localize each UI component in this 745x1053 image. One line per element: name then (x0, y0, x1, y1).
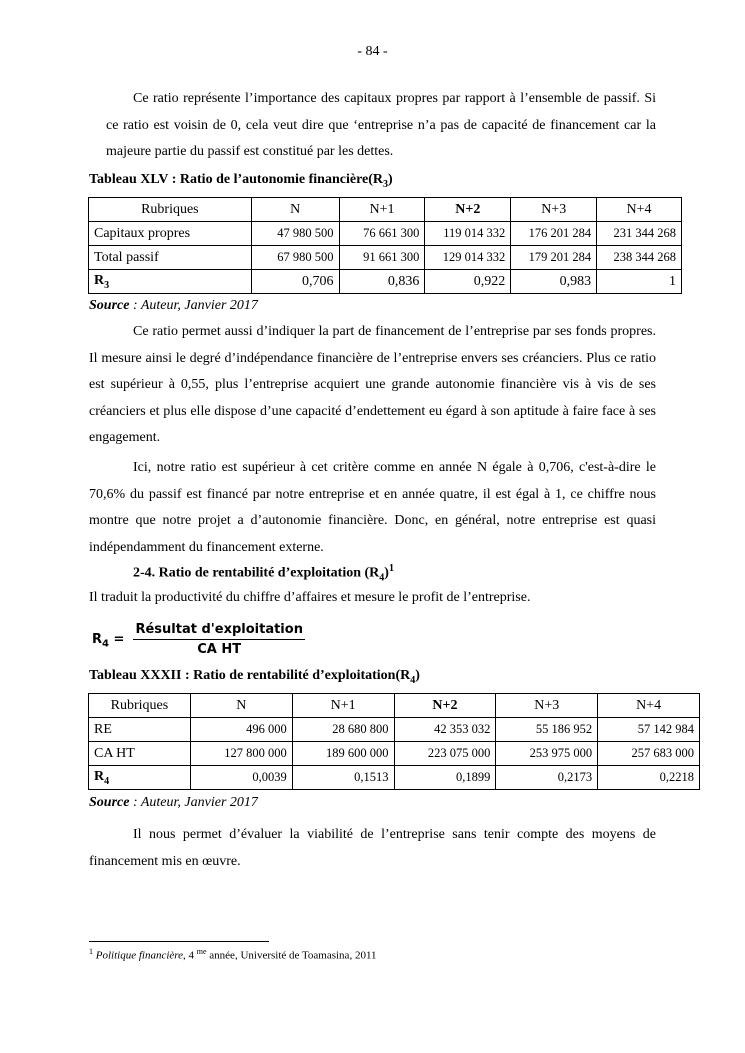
section-heading (133, 563, 394, 583)
header-cell: Rubriques (89, 198, 252, 222)
value-cell: 253 975 000 (496, 742, 598, 766)
footnote-sup: me (196, 947, 207, 956)
footnote-separator (89, 941, 269, 942)
header-cell: N+2 (425, 198, 511, 222)
value-cell: 231 344 268 (597, 222, 682, 246)
row-label-sub: 3 (104, 279, 110, 291)
header-cell: N+2 (394, 694, 496, 718)
formula-denominator: CA HT (197, 642, 242, 657)
value-cell: 189 600 000 (292, 742, 394, 766)
row-label-text: R (94, 768, 105, 784)
value-cell: 0,922 (425, 270, 511, 294)
header-cell: N+4 (598, 694, 700, 718)
value-cell: 0,2173 (496, 766, 598, 790)
value-cell: 0,836 (339, 270, 425, 294)
value-cell: 67 980 500 (251, 246, 339, 270)
paragraph-4: Il nous permet d’évaluer la viabilité de l’entreprise sans tenir compte des moyens de financement mis en œuvre. (89, 827, 656, 869)
table-row (89, 246, 682, 270)
page-number: - 84 - (357, 44, 388, 59)
footnote-number: 1 (89, 947, 93, 956)
header-cell: N+3 (496, 694, 598, 718)
formula-numerator: Résultat d'exploitation (133, 622, 304, 640)
table-autonomie-financiere (88, 197, 682, 294)
table1-caption-sub: 3 (383, 178, 389, 190)
footnote-mid: , 4 (183, 949, 197, 962)
table-row (89, 270, 682, 294)
table-row (89, 766, 700, 790)
table2-caption (89, 668, 420, 686)
row-label-text: R (94, 272, 105, 288)
table-header-row (89, 694, 700, 718)
header-cell: N+4 (597, 198, 682, 222)
header-cell: N (190, 694, 292, 718)
value-cell: 127 800 000 (190, 742, 292, 766)
footnote-title: Politique financière (95, 949, 184, 962)
source-label: Source (89, 795, 130, 810)
header-cell: N+1 (339, 198, 425, 222)
footnote-ref: 1 (388, 563, 394, 574)
value-cell: 91 661 300 (339, 246, 425, 270)
table-rentabilite-exploitation (88, 693, 700, 790)
table-header-row (89, 198, 682, 222)
section-title-end: ) (384, 565, 389, 581)
header-cell: Rubriques (89, 694, 191, 718)
value-cell: 257 683 000 (598, 742, 700, 766)
value-cell: 0,1899 (394, 766, 496, 790)
header-cell: N (251, 198, 339, 222)
table2-caption-end: ) (415, 668, 420, 683)
formula-eq: = (108, 632, 129, 647)
value-cell: 0,706 (251, 270, 339, 294)
source-text: : Auteur, Janvier 2017 (129, 795, 258, 810)
paragraph-2: Ce ratio permet aussi d’indiquer la part de financement de l’entreprise par ses fonds propres. Il mesure ainsi le degré d’indépendance financière de l’entreprise envers ses créanciers. Plus ce ratio est supérieur à 0,55, plus l’entreprise acquiert une grande autonomie financière vis à vis de ses créanciers et plus elle dispose d’une capacité d’endettement eu égard à son aptitude à faire face à ses engagement. (89, 324, 656, 446)
table1-source (89, 298, 258, 314)
value-cell: 0,2218 (598, 766, 700, 790)
footnote (89, 947, 377, 962)
section-title: 2-4. Ratio de rentabilité d’exploitation (R (133, 565, 380, 581)
intro-line: Il traduit la productivité du chiffre d’affaires et mesure le profit de l’entreprise. (89, 590, 531, 605)
row-label (89, 270, 252, 294)
value-cell: 0,0039 (190, 766, 292, 790)
value-cell: 223 075 000 (394, 742, 496, 766)
value-cell: 1 (597, 270, 682, 294)
value-cell: 55 186 952 (496, 718, 598, 742)
table2-source (89, 795, 258, 811)
value-cell: 179 201 284 (511, 246, 597, 270)
value-cell: 129 014 332 (425, 246, 511, 270)
row-label-sub: 4 (104, 775, 110, 787)
formula-r4 (92, 622, 305, 657)
table1-caption-text: Tableau XLV : Ratio de l’autonomie financière(R (89, 172, 384, 187)
source-label: Source (89, 298, 130, 313)
table-row (89, 742, 700, 766)
table-row (89, 222, 682, 246)
value-cell: 76 661 300 (339, 222, 425, 246)
formula-fraction (133, 622, 304, 657)
table-row (89, 718, 700, 742)
table1-caption (89, 172, 393, 190)
table2-caption-sub: 4 (410, 674, 416, 686)
header-cell: N+3 (511, 198, 597, 222)
table2-caption-text: Tableau XXXII : Ratio de rentabilité d’exploitation(R (89, 668, 411, 683)
paragraph-3: Ici, notre ratio est supérieur à cet critère comme en année N égale à 0,706, c'est-à-dire le 70,6% du passif est financé par notre entreprise et en année quatre, il est égal à 1, ce chiffre nous montre que notre projet a d’autonomie financière. Donc, en général, notre entreprise est quasi indépendamment du financement externe. (89, 460, 656, 555)
source-text: : Auteur, Janvier 2017 (129, 298, 258, 313)
formula-lhs-sub: 4 (102, 638, 109, 650)
row-label: Total passif (89, 246, 252, 270)
row-label (89, 766, 191, 790)
value-cell: 119 014 332 (425, 222, 511, 246)
footnote-end: année, Université de Toamasina, 2011 (206, 949, 377, 962)
value-cell: 238 344 268 (597, 246, 682, 270)
paragraph-1: Ce ratio représente l’importance des capitaux propres par rapport à l’ensemble de passif. Si ce ratio est voisin de 0, cela veut dire que ‘entreprise n’a pas de capacité de financement car la majeure partie du passif est constitué par les dettes. (106, 91, 656, 160)
value-cell: 0,1513 (292, 766, 394, 790)
value-cell: 28 680 800 (292, 718, 394, 742)
value-cell: 496 000 (190, 718, 292, 742)
table1-caption-end: ) (388, 172, 393, 187)
value-cell: 57 142 984 (598, 718, 700, 742)
row-label: Capitaux propres (89, 222, 252, 246)
value-cell: 176 201 284 (511, 222, 597, 246)
row-label: CA HT (89, 742, 191, 766)
value-cell: 42 353 032 (394, 718, 496, 742)
value-cell: 0,983 (511, 270, 597, 294)
row-label: RE (89, 718, 191, 742)
header-cell: N+1 (292, 694, 394, 718)
section-title-sub: 4 (379, 572, 385, 584)
formula-lhs: R (92, 632, 103, 647)
value-cell: 47 980 500 (251, 222, 339, 246)
